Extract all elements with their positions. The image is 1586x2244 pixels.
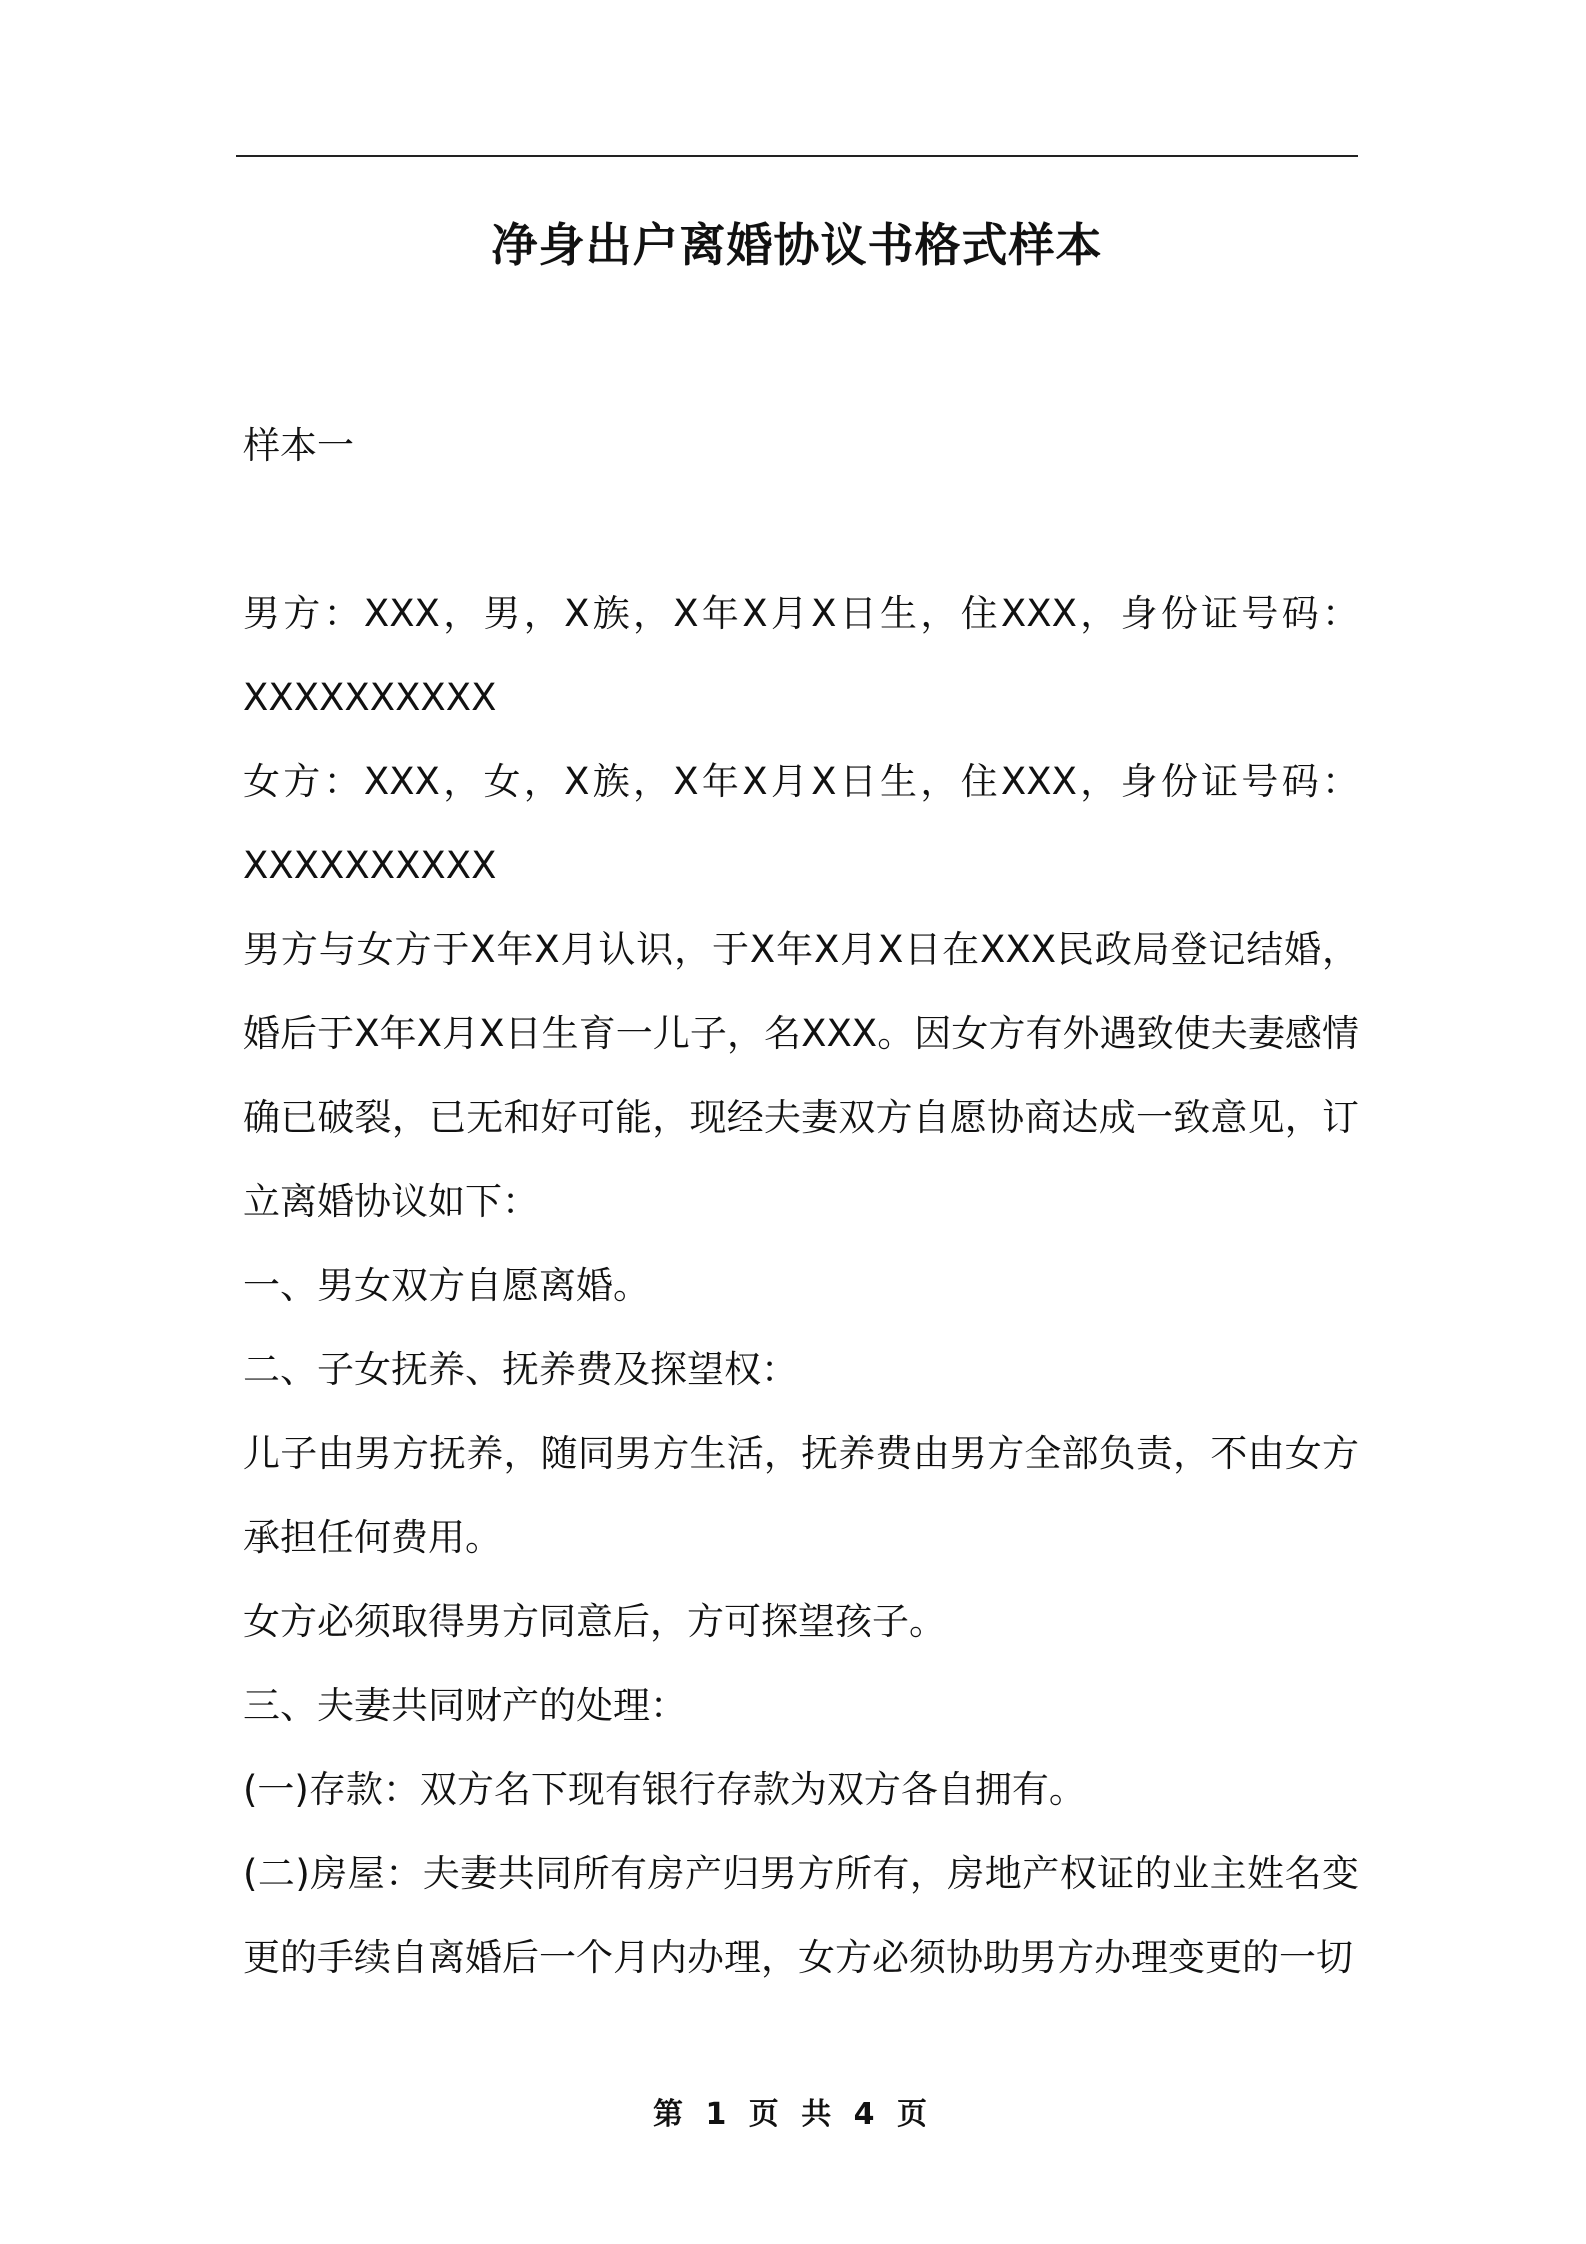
document-title: 净身出户离婚协议书格式样本	[491, 218, 1103, 272]
clause-2-heading: 二、子女抚养、抚养费及探望权：	[243, 1348, 798, 1391]
clause-1: 一、男女双方自愿离婚。	[243, 1264, 650, 1307]
clause-2-visitation: 女方必须取得男方同意后，方可探望孩子。	[243, 1600, 946, 1643]
paragraph-background: 男方与女方于X年X月认识，于X年X月X日在XXX民政局登记结婚，婚后于X年X月X日生育一儿子，名XXX。因女方有外遇致使夫妻感情确已破裂，已无和好可能，现经夫妻双方自愿协商达成一致意见，订立离婚协议如下：	[243, 928, 1359, 1223]
section-heading: 样本一	[243, 424, 354, 467]
document-body	[243, 404, 1359, 2000]
page-number-footer: 第 1 页 共 4 页	[653, 2097, 933, 2132]
clause-3-housing: (二)房屋：夫妻共同所有房产归男方所有，房地产权证的业主姓名变更的手续自离婚后一个月内办理，女方必须协助男方办理变更的一切	[243, 1852, 1359, 1979]
paragraph-male-party: 男方：XXX，男，X族，X年X月X日生，住XXX，身份证号码：XXXXXXXXXX	[243, 592, 1359, 719]
header-divider	[236, 155, 1358, 157]
clause-2-custody: 儿子由男方抚养，随同男方生活，抚养费由男方全部负责，不由女方承担任何费用。	[243, 1432, 1359, 1559]
paragraph-female-party: 女方：XXX，女，X族，X年X月X日生，住XXX，身份证号码：XXXXXXXXXX	[243, 760, 1359, 887]
clause-3-deposits: (一)存款：双方名下现有银行存款为双方各自拥有。	[243, 1768, 1086, 1811]
blank-line	[243, 488, 1359, 572]
clause-3-heading: 三、夫妻共同财产的处理：	[243, 1684, 687, 1727]
